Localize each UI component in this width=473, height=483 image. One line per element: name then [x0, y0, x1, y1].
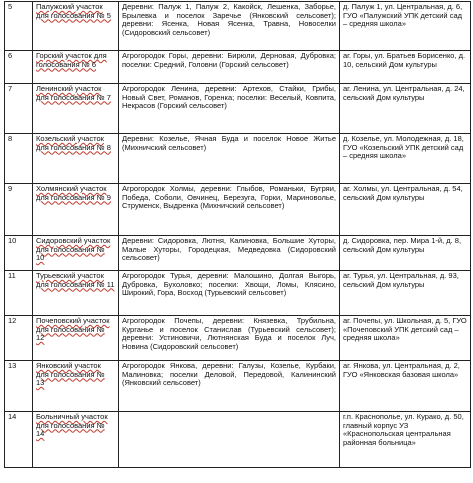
row-number: 13: [5, 361, 33, 412]
row-number: 14: [5, 412, 33, 468]
table-row: [5, 2, 471, 51]
station-address: г.п. Краснополье, ул. Курако, д. 50, главный корпус УЗ «Краснопольская центральная районная больница»: [340, 412, 471, 468]
table-row: [5, 361, 471, 412]
station-address: аг. Турья, ул. Центральная, д. 93, сельский Дом культуры: [340, 271, 471, 316]
row-number: 11: [5, 271, 33, 316]
station-settlements: Агрогородок Турья, деревни: Малошино, Долгая Выгорь, Дубровка, Бухоловко; поселки: Хвощи, Ломы, Клясино, Широкий, Гора, Восход (Турьевский сельсовет): [119, 271, 340, 316]
station-settlements: Агрогородок Горы, деревни: Бирюли, Дерновая, Дубровка; поселки: Средний, Головни (Горский сельсовет): [119, 51, 340, 84]
station-settlements: Агрогородок Ленина, деревни: Артехов, Стайки, Грибы, Новый Свет, Романов, Горенка; поселки: Веселый, Ковпита, Некрасов (Горский сельсовет): [119, 84, 340, 134]
station-name: Янковский участок для голосования № 13: [33, 361, 119, 412]
table-row: [5, 51, 471, 84]
station-settlements: Агрогородок Холмы, деревни: Глыбов, Романьки, Бугряи, Победа, Соболи, Овчинец, Березуга, Горки, Мариноволье, Струменск, Выдренка (Михничский сельсовет): [119, 184, 340, 236]
table-row: [5, 236, 471, 271]
station-settlements: Агрогородок Янкова, деревни: Галузы, Козелье, Курбаки, Малиновка; поселки Деловой, Передовой, Калининский (Янковский сельсовет): [119, 361, 340, 412]
row-number: 10: [5, 236, 33, 271]
station-name: Почеповский участок для голосования № 12: [33, 316, 119, 361]
station-address: аг. Холмы, ул. Центральная, д. 54, сельский Дом культуры: [340, 184, 471, 236]
row-number: 5: [5, 2, 33, 51]
station-name: Турьевский участок для голосования № 11: [33, 271, 119, 316]
station-address: аг. Янкова, ул. Центральная, д. 2, ГУО «Янковская базовая школа»: [340, 361, 471, 412]
station-name: Ленинский участок для голосования № 7: [33, 84, 119, 134]
station-name: Козельский участок для голосования № 8: [33, 134, 119, 184]
table-row: [5, 316, 471, 361]
polling-stations-table: [4, 1, 471, 468]
table-row: [5, 84, 471, 134]
table-row: [5, 184, 471, 236]
row-number: 8: [5, 134, 33, 184]
station-settlements: Деревни: Сидоровка, Лютня, Калиновка, Большие Хуторы, Малые Хуторы, Городецкая, Медведовка (Сидоровский сельсовет): [119, 236, 340, 271]
station-name: Больничный участок для голосования № 14: [33, 412, 119, 468]
station-settlements: Деревни: Козелье, Ячная Буда и поселок Новое Житье (Михничский сельсовет): [119, 134, 340, 184]
station-address: аг. Горы, ул. Братьев Борисенко, д. 10, сельский Дом культуры: [340, 51, 471, 84]
station-address: аг. Ленина, ул. Центральная, д. 24, сельский Дом культуры: [340, 84, 471, 134]
station-address: аг. Почепы, ул. Школьная, д. 5, ГУО «Почеповский УПК детский сад – средняя школа»: [340, 316, 471, 361]
station-settlements: [119, 412, 340, 468]
station-address: д. Козелье, ул. Молодежная, д. 18, ГУО «Козельский УПК детский сад – средняя школа»: [340, 134, 471, 184]
row-number: 6: [5, 51, 33, 84]
station-address: д. Палуж 1, ул. Центральная, д. 6, ГУО «Палужский УПК детский сад – средняя школа»: [340, 2, 471, 51]
row-number: 9: [5, 184, 33, 236]
station-name: Сидоровский участок для голосования № 10: [33, 236, 119, 271]
station-settlements: Агрогородок Почепы, деревни: Князевка, Трубильна, Курганье и поселок Станислав (Турьевский сельсовет); деревни: Устиновичи, Лютнянская Буда и поселок Луч, Новина (Сидоровский сельсовет): [119, 316, 340, 361]
row-number: 7: [5, 84, 33, 134]
station-settlements: Деревни: Палуж 1, Палуж 2, Какойск, Лешенка, Заборье, Брылевка и поселок Заречье (Янковский сельсовет); деревни: Ясенка, Новая Ясенка, Травна, Новоселки (Сидоровский сельсовет): [119, 2, 340, 51]
station-name: Палужский участок для голосования № 5: [33, 2, 119, 51]
station-name: Горский участок для голосования № 6: [33, 51, 119, 84]
table-row: [5, 134, 471, 184]
row-number: 12: [5, 316, 33, 361]
station-name: Холмянский участок для голосования № 9: [33, 184, 119, 236]
station-address: д. Сидоровка, пер. Мира 1-й, д. 8, сельский Дом культуры: [340, 236, 471, 271]
table-row: [5, 412, 471, 468]
table-row: [5, 271, 471, 316]
